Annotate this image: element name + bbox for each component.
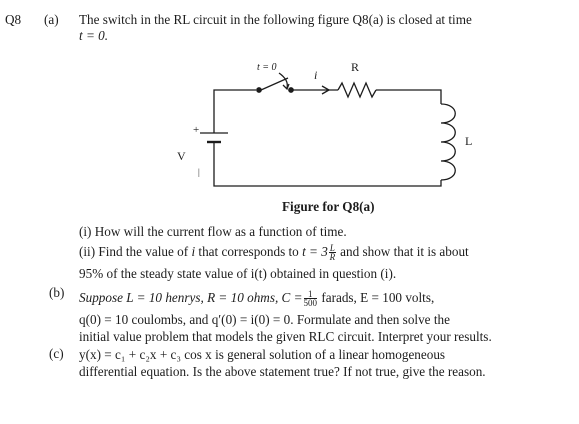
sub-ii-eq: t = 3 [302, 244, 328, 259]
part-a-line-2: t = 0. [79, 28, 109, 43]
part-c-line-1: y(x) = c₁ + c₂x + c₃ cos x is general solution of a linear homogeneous [79, 347, 446, 362]
resistor-label: R [351, 60, 360, 74]
part-c-line-2: differential equation. Is the above statement true? If not true, give the reason. [79, 364, 486, 379]
sub-ii-var: i [191, 244, 196, 259]
sub-ii-post: and show that it is about [340, 244, 469, 259]
part-a-line-1: The switch in the RL circuit in the following figure Q8(a) is closed at time [79, 12, 472, 27]
part-b-fraction: $\frac{1}{500}$ [303, 289, 318, 309]
part-b-label: (b) [49, 285, 65, 300]
sub-ii-fraction: $\frac{L}{R}$ [329, 243, 336, 263]
switch-label: t = 0 [257, 62, 277, 73]
sub-question-ii-line-2: 95% of the steady state value of i(t) obtained in question (i). [79, 266, 397, 281]
current-label: i [314, 68, 318, 82]
sub-ii-pre: (ii) Find the value of [79, 244, 189, 259]
inductor-label: L [465, 134, 473, 148]
part-b-line-2: q(0) = 10 coulombs, and q′(0) = i(0) = 0. Formulate and then solve the [79, 312, 450, 327]
minus-label: | [198, 167, 200, 177]
sub-ii-mid: that corresponds to [198, 244, 299, 259]
source-label: V [177, 149, 186, 163]
part-b-line-1: Suppose L = 10 henrys, R = 10 ohms, C = $\frac{1}{500}$ farads, E = 100 volts, [79, 289, 435, 309]
sub-question-i: (i) How will the current flow as a function of time. [79, 224, 347, 239]
question-number: Q8 [5, 12, 22, 27]
sub-question-ii-line-1 [79, 244, 469, 261]
part-c-label: (c) [49, 346, 64, 361]
part-a-label: (a) [44, 12, 59, 27]
rl-circuit-diagram [0, 0, 579, 200]
figure-caption: Figure for Q8(a) [282, 199, 375, 214]
plus-label: + [193, 124, 200, 136]
part-b-line-3: initial value problem that models the given RLC circuit. Interpret your results. [79, 329, 492, 344]
